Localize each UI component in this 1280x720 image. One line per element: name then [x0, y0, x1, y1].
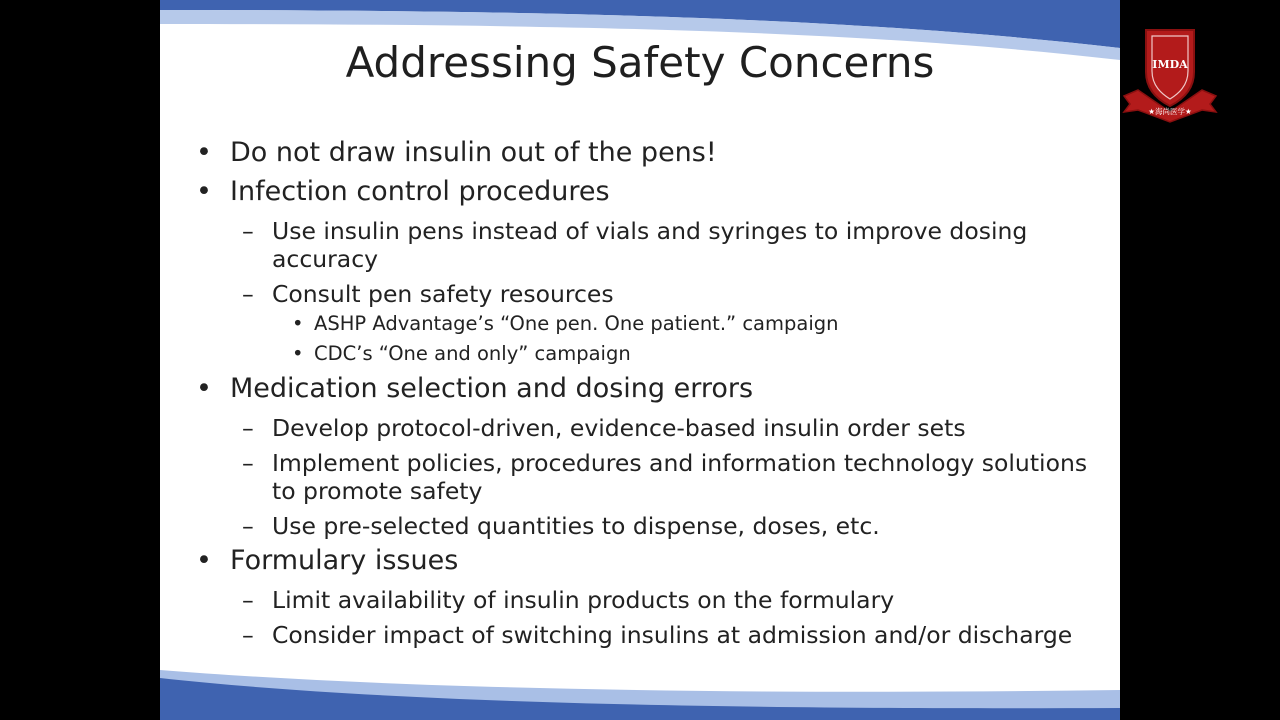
- logo-text: IMDA: [1152, 58, 1188, 71]
- bullet-2-sub-1: – Use insulin pens instead of vials and syringes to improve dosing accuracy: [196, 217, 1096, 273]
- bullet-3-sub-3: – Use pre-selected quantities to dispense, doses, etc.: [196, 512, 1096, 540]
- bullet-2-sub-2-item-1: • ASHP Advantage’s “One pen. One patient.” campaign: [196, 310, 1096, 338]
- slide-title: Addressing Safety Concerns: [345, 38, 935, 87]
- bottom-wave-decoration: [160, 670, 1120, 720]
- slide: [160, 0, 1120, 720]
- bullet-3: • Medication selection and dosing errors: [196, 371, 1096, 407]
- bullet-1: • Do not draw insulin out of the pens!: [196, 135, 1096, 171]
- bullet-2: • Infection control procedures: [196, 174, 1096, 210]
- bullet-2-sub-2-item-2: • CDC’s “One and only” campaign: [196, 340, 1096, 368]
- shield-crest-icon: [1120, 26, 1220, 126]
- bullet-3-sub-2: – Implement policies, procedures and information technology solutions to promote safety: [196, 449, 1096, 505]
- logo-ribbon-text: ★海尚医学★: [1148, 107, 1192, 116]
- bullet-4-sub-2: – Consider impact of switching insulins at admission and/or discharge: [196, 621, 1096, 649]
- bullet-2-sub-2: – Consult pen safety resources: [196, 280, 1096, 308]
- bullet-3-sub-1: – Develop protocol-driven, evidence-based insulin order sets: [196, 414, 1096, 442]
- slide-content: [196, 132, 1096, 649]
- bullet-4-sub-1: – Limit availability of insulin products on the formulary: [196, 586, 1096, 614]
- bullet-4: • Formulary issues: [196, 543, 1096, 579]
